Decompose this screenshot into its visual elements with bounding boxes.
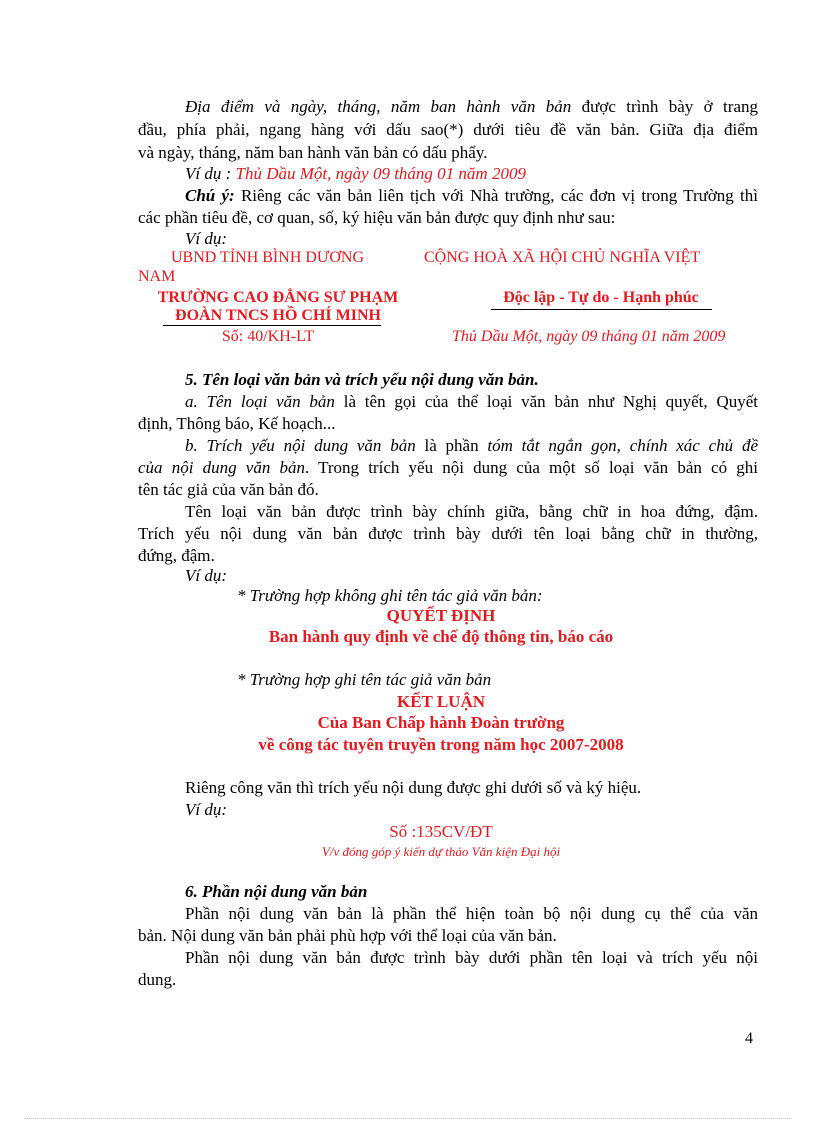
header-left-1: UBND TỈNH BÌNH DƯƠNG: [171, 249, 364, 266]
note-label: Chú ý:: [185, 186, 235, 205]
s5-case-1-title: QUYẾT ĐỊNH: [386, 606, 496, 625]
header-right-1: CỘNG HOÀ XÃ HỘI CHỦ NGHĨA VIỆT: [424, 249, 701, 266]
intro-example: [185, 162, 758, 185]
s5-a-rest: là tên gọi của thể loại văn bản như Nghị quyết, Quyết: [334, 392, 758, 411]
s5-b-l2-rest: . Trong trích yếu nội dung của một số loại văn bản có ghi: [304, 458, 758, 477]
s5-case-1-subtitle: Ban hành quy định về chế độ thông tin, báo cáo: [268, 627, 614, 646]
example-value: Thủ Dầu Một, ngày 09 tháng 01 năm 2009: [235, 164, 526, 183]
s5-b-line-3: tên tác giả của văn bản đó.: [138, 480, 319, 499]
intro-line-3: và ngày, tháng, năm ban hành văn bản có dấu phẩy.: [138, 143, 488, 162]
s5-cv-line: Riêng công văn thì trích yếu nội dung được ghi dưới số và ký hiệu.: [185, 778, 642, 797]
intro-line-1: [185, 95, 758, 118]
s5-a-italic: a. Tên loại văn bản: [185, 392, 335, 411]
note-example-label: Ví dụ:: [185, 229, 228, 248]
s6-p2-line-1: Phần nội dung văn bản được trình bày dưới phần tên loại và trích yếu nội: [185, 948, 758, 967]
example-label: Ví dụ :: [185, 164, 236, 183]
header-right-1-cont: NAM: [138, 268, 176, 285]
section6-heading: 6. Phần nội dung văn bản: [185, 882, 368, 901]
s6-p2-line-2: dung.: [138, 970, 177, 989]
s5-b-line-1: [185, 434, 758, 457]
intro-italic: Địa điểm và ngày, tháng, năm ban hành văn bản: [185, 97, 572, 116]
s5-example-label: Ví dụ:: [185, 566, 228, 585]
s5-case-2-subtitle-1: Của Ban Chấp hành Đoàn trường: [317, 713, 565, 732]
header-right-2: Độc lập - Tự do - Hạnh phúc: [503, 289, 699, 306]
section5-heading: 5. Tên loại văn bản và trích yếu nội dung văn bản.: [185, 370, 539, 389]
s5-b-mid: là phần: [415, 436, 488, 455]
s5-cv-number: Số :135CV/ĐT: [389, 822, 493, 841]
s5-case-2-subtitle-2: về công tác tuyên truyền trong năm học 2007-2008: [258, 735, 624, 754]
note-line-2: các phần tiêu đề, cơ quan, số, ký hiệu văn bản được quy định như sau:: [138, 208, 616, 227]
s5-p1-line-2: Trích yếu nội dung văn bản được trình bày dưới tên loại bằng chữ in thường,: [138, 524, 758, 543]
s5-b-line-2: [138, 456, 758, 479]
intro-line-2: đầu, phía phải, ngang hàng với dấu sao(*) dưới tiêu đề văn bản. Giữa địa điểm: [138, 120, 758, 139]
s5-p1-line-1: Tên loại văn bản được trình bày chính giữa, bằng chữ in hoa đứng, đậm.: [185, 502, 758, 521]
s5-a-line-1: [185, 390, 758, 413]
s5-cv-subject: V/v đóng góp ý kiến dự thảo Văn kiện Đại hội: [321, 844, 561, 859]
page-number: 4: [745, 1030, 753, 1047]
note-text: Riêng các văn bản liên tịch với Nhà trường, các đơn vị trong Trường thì: [234, 186, 758, 205]
s5-b-italic-2: tóm tắt ngắn gọn, chính xác chủ đề: [487, 436, 758, 455]
s5-b-l2-italic: của nội dung văn bản: [138, 458, 305, 477]
s5-case-2-title: KẾT LUẬN: [396, 692, 485, 711]
header-left-2: TRƯỜNG CAO ĐẲNG SƯ PHẠM: [157, 289, 399, 306]
header-left-3: ĐOÀN TNCS HỒ CHÍ MINH: [175, 307, 381, 324]
s6-p1-line-2: bản. Nội dung văn bản phải phù hợp với thể loại của văn bản.: [138, 926, 557, 945]
s5-case-2: * Trường hợp ghi tên tác giả văn bản: [237, 670, 492, 689]
intro-rest: được trình bày ở trang: [571, 97, 758, 116]
s5-cv-example-label: Ví dụ:: [185, 800, 228, 819]
note-line-1: [185, 184, 758, 207]
s5-p1-line-3: đứng, đậm.: [138, 546, 215, 565]
header-left-4: Số: 40/KH-LT: [221, 328, 315, 345]
s5-b-italic-1: b. Trích yếu nội dung văn bản: [185, 436, 416, 455]
header-right-4: Thủ Dầu Một, ngày 09 tháng 01 năm 2009: [452, 328, 726, 345]
s5-a-line-2: định, Thông báo, Kế hoạch...: [138, 414, 336, 433]
s5-case-1: * Trường hợp không ghi tên tác giả văn bản:: [237, 586, 543, 605]
page-bottom-divider: [24, 1118, 792, 1119]
s6-p1-line-1: Phần nội dung văn bản là phần thể hiện toàn bộ nội dung cụ thể của văn: [185, 904, 758, 923]
motto-underline: [491, 309, 712, 310]
